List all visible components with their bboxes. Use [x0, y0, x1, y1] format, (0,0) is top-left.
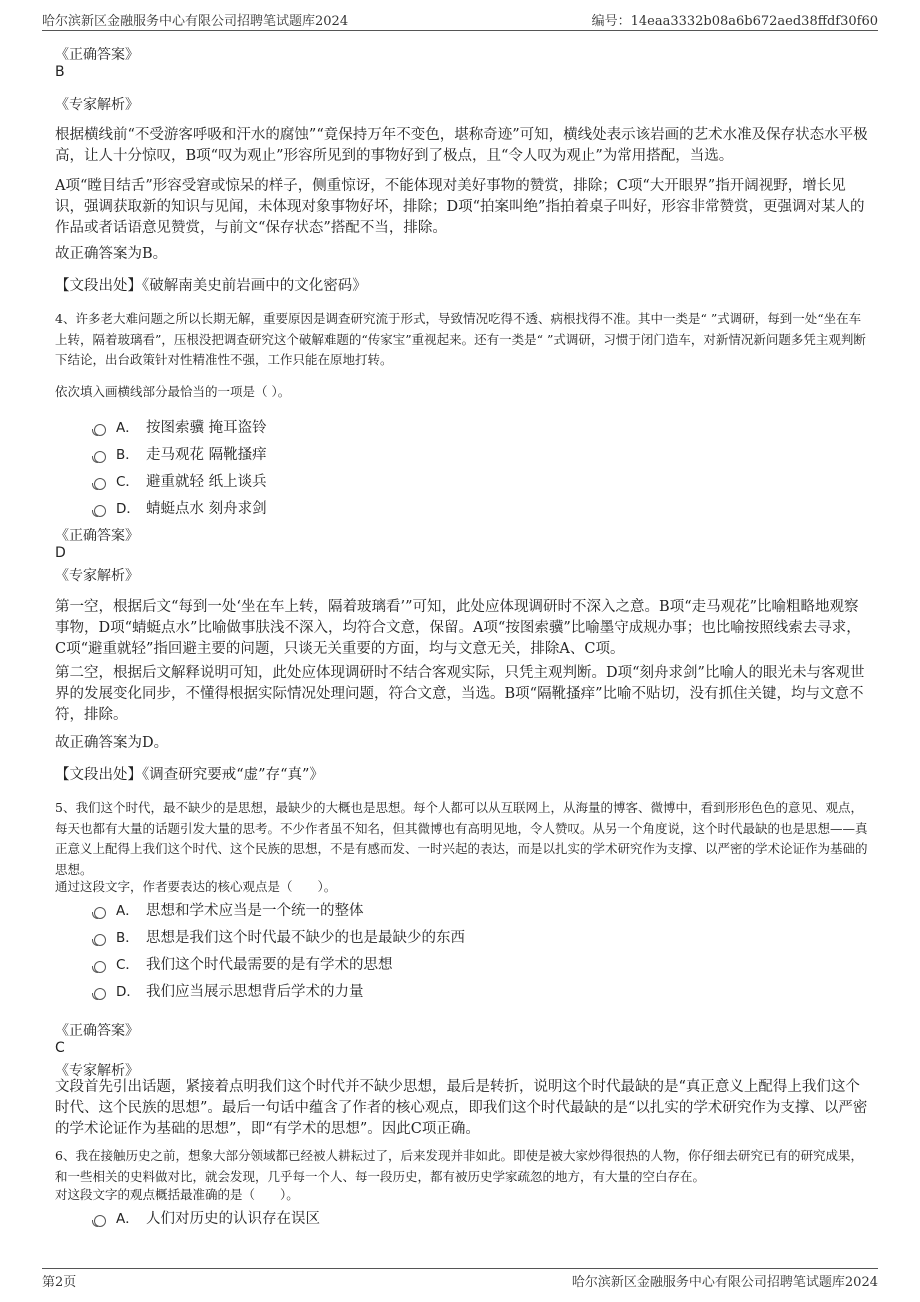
q3-conclusion: 故正确答案为B。	[55, 246, 168, 262]
option-label: A．	[116, 903, 139, 919]
q4-prompt: 依次填入画横线部分最恰当的一项是（ ）。	[55, 384, 291, 399]
q4-question: 4、许多老大难问题之所以长期无解，重要原因是调查研究流于形式，导致情况吃得不透、病根找得不准。其中一类是“ ”式调研，每到一处“坐在车上转，隔着玻璃看”，压根没把调查研究这个破解难题的“传家宝”重视起来。还有一类是“ ”式调研，习惯于闭门造车，对新情况新问题多凭主观判断下结论，出台政策针对性精准性不强，工作只能在原地打转。	[55, 311, 866, 367]
q5-answer-tag: 《正确答案》	[55, 1023, 139, 1039]
option-text: 蜻蜓点水 刻舟求剑	[146, 501, 267, 517]
option-text: 我们应当展示思想背后学术的力量	[146, 984, 364, 1000]
option-label: A．	[116, 1211, 139, 1227]
q6-option-a[interactable]	[94, 1207, 320, 1229]
radio-icon[interactable]	[94, 424, 106, 436]
q3-analysis-p1: 根据横线前“不受游客呼吸和汗水的腐蚀”“竟保持万年不变色，堪称奇迹”可知，横线处表示该岩画的艺术水准及保存状态水平极高，让人十分惊叹，B项“叹为观止”形容所见到的事物好到了极点，且“令人叹为观止”为常用搭配，当选。	[55, 127, 868, 164]
option-label: B．	[116, 930, 139, 946]
q5-question: 5、我们这个时代，最不缺少的是思想，最缺少的大概也是思想。每个人都可以从互联网上，从海量的博客、微博中，看到形形色色的意见、观点，每天也都有大量的话题引发大量的思考。不少作者虽不知名，但其微博也有高明见地，令人赞叹。从另一个角度说，这个时代最缺的也是思想——真正意义上配得上我们这个时代、这个民族的思想，不是有感而发、一时兴起的表达，而是以扎实的学术研究作为支撑、以严密的学术论证作为基础的思想。	[55, 800, 868, 877]
q4-analysis-p1: 第一空，根据后文“每到一处‘坐在车上转，隔着玻璃看’”可知，此处应体现调研时不深入之意。B项“走马观花”比喻粗略地观察事物，D项“蜻蜓点水”比喻做事肤浅不深入，均符合文意，保留。A项“按图索骥”比喻墨守成规办事；也比喻按照线索去寻求，C项“避重就轻”指回避主要的问题，只谈无关重要的方面，均与文意无关，排除A、C项。	[55, 599, 861, 657]
option-label: D．	[116, 984, 140, 1000]
option-text: 我们这个时代最需要的是有学术的思想	[146, 957, 393, 973]
radio-icon[interactable]	[94, 478, 106, 490]
option-text: 按图索骥 掩耳盗铃	[146, 420, 267, 436]
q5-option-c[interactable]	[94, 953, 393, 975]
option-label: A．	[116, 420, 139, 436]
q3-analysis-p2: A项“瞠目结舌”形容受窘或惊呆的样子，侧重惊讶，不能体现对美好事物的赞赏，排除；C项“大开眼界”指开阔视野，增长见识，强调获取新的知识与见闻，未体现对象事物好坏，排除；D项“拍案叫绝”指拍着桌子叫好，形容非常赞赏，更强调对某人的作品或者话语意见赞赏，与前文“保存状态”搭配不当，排除。	[55, 178, 865, 236]
page-header	[42, 10, 878, 30]
q4-answer-tag: 《正确答案》	[55, 528, 139, 544]
q5-prompt: 通过这段文字，作者要表达的核心观点是（ ）。	[55, 879, 337, 894]
q4-option-b[interactable]	[94, 443, 267, 465]
radio-icon[interactable]	[94, 505, 106, 517]
footer-divider	[42, 1268, 878, 1269]
q4-answer: D	[55, 545, 66, 561]
option-label: D．	[116, 501, 140, 517]
q5-option-a[interactable]	[94, 899, 364, 921]
q3-source: 【文段出处】《破解南美史前岩画中的文化密码》	[55, 278, 367, 294]
q4-option-c[interactable]	[94, 470, 267, 492]
option-text: 思想是我们这个时代最不缺少的也是最缺少的东西	[146, 930, 465, 946]
radio-icon[interactable]	[94, 451, 106, 463]
q4-conclusion: 故正确答案为D。	[55, 735, 169, 751]
header-doc-id: 编号：14eaa3332b08a6b672aed38ffdf30f60	[591, 14, 878, 29]
radio-icon[interactable]	[94, 988, 106, 1000]
option-text: 避重就轻 纸上谈兵	[146, 474, 267, 490]
header-divider	[42, 30, 878, 31]
q4-analysis-tag: 《专家解析》	[55, 568, 139, 584]
q5-analysis-p1: 文段首先引出话题，紧接着点明我们这个时代并不缺少思想，最后是转折，说明这个时代最缺的是“真正意义上配得上我们这个时代、这个民族的思想”。最后一句话中蕴含了作者的核心观点，即我们这个时代最缺的是“以扎实的学术研究作为支撑、以严密的学术论证作为基础的思想”，即“有学术的思想”。因此C项正确。	[55, 1079, 868, 1137]
option-text: 思想和学术应当是一个统一的整体	[146, 903, 364, 919]
footer-title: 哈尔滨新区金融服务中心有限公司招聘笔试题库2024	[571, 1275, 878, 1290]
radio-icon[interactable]	[94, 961, 106, 973]
q5-analysis-tag: 《专家解析》	[55, 1063, 139, 1079]
q4-source: 【文段出处】《调查研究要戒“虚”存“真”》	[55, 767, 324, 783]
q5-option-b[interactable]	[94, 926, 465, 948]
q3-analysis-tag: 《专家解析》	[55, 97, 139, 113]
q4-option-d[interactable]	[94, 497, 267, 519]
q5-option-d[interactable]	[94, 980, 364, 1002]
header-title: 哈尔滨新区金融服务中心有限公司招聘笔试题库2024	[42, 14, 349, 29]
option-label: C．	[116, 474, 139, 490]
page-number: 第2页	[42, 1275, 77, 1290]
q4-analysis-p2: 第二空，根据后文解释说明可知，此处应体现调研时不结合客观实际，只凭主观判断。D项“刻舟求剑”比喻人的眼光未与客观世界的发展变化同步，不懂得根据实际情况处理问题，符合文意，当选。B项“隔靴搔痒”比喻不贴切，没有抓住关键，均与文意不符，排除。	[55, 665, 865, 723]
option-label: B．	[116, 447, 139, 463]
q6-prompt: 对这段文字的观点概括最准确的是（ ）。	[55, 1187, 299, 1202]
q3-answer-tag: 《正确答案》	[55, 47, 139, 63]
radio-icon[interactable]	[94, 934, 106, 946]
radio-icon[interactable]	[94, 1215, 106, 1227]
option-text: 走马观花 隔靴搔痒	[146, 447, 267, 463]
q4-option-a[interactable]	[94, 416, 267, 438]
q3-answer: B	[55, 64, 65, 80]
option-label: C．	[116, 957, 139, 973]
option-text: 人们对历史的认识存在误区	[146, 1211, 320, 1227]
q5-answer: C	[55, 1040, 65, 1056]
radio-icon[interactable]	[94, 907, 106, 919]
q6-question: 6、我在接触历史之前，想象大部分领域都已经被人耕耘过了，后来发现并非如此。即使是被大家炒得很热的人物，你仔细去研究已有的研究成果，和一些相关的史料做对比，就会发现，几乎每一个人、每一段历史，都有被历史学家疏忽的地方，有大量的空白存在。	[55, 1148, 863, 1184]
